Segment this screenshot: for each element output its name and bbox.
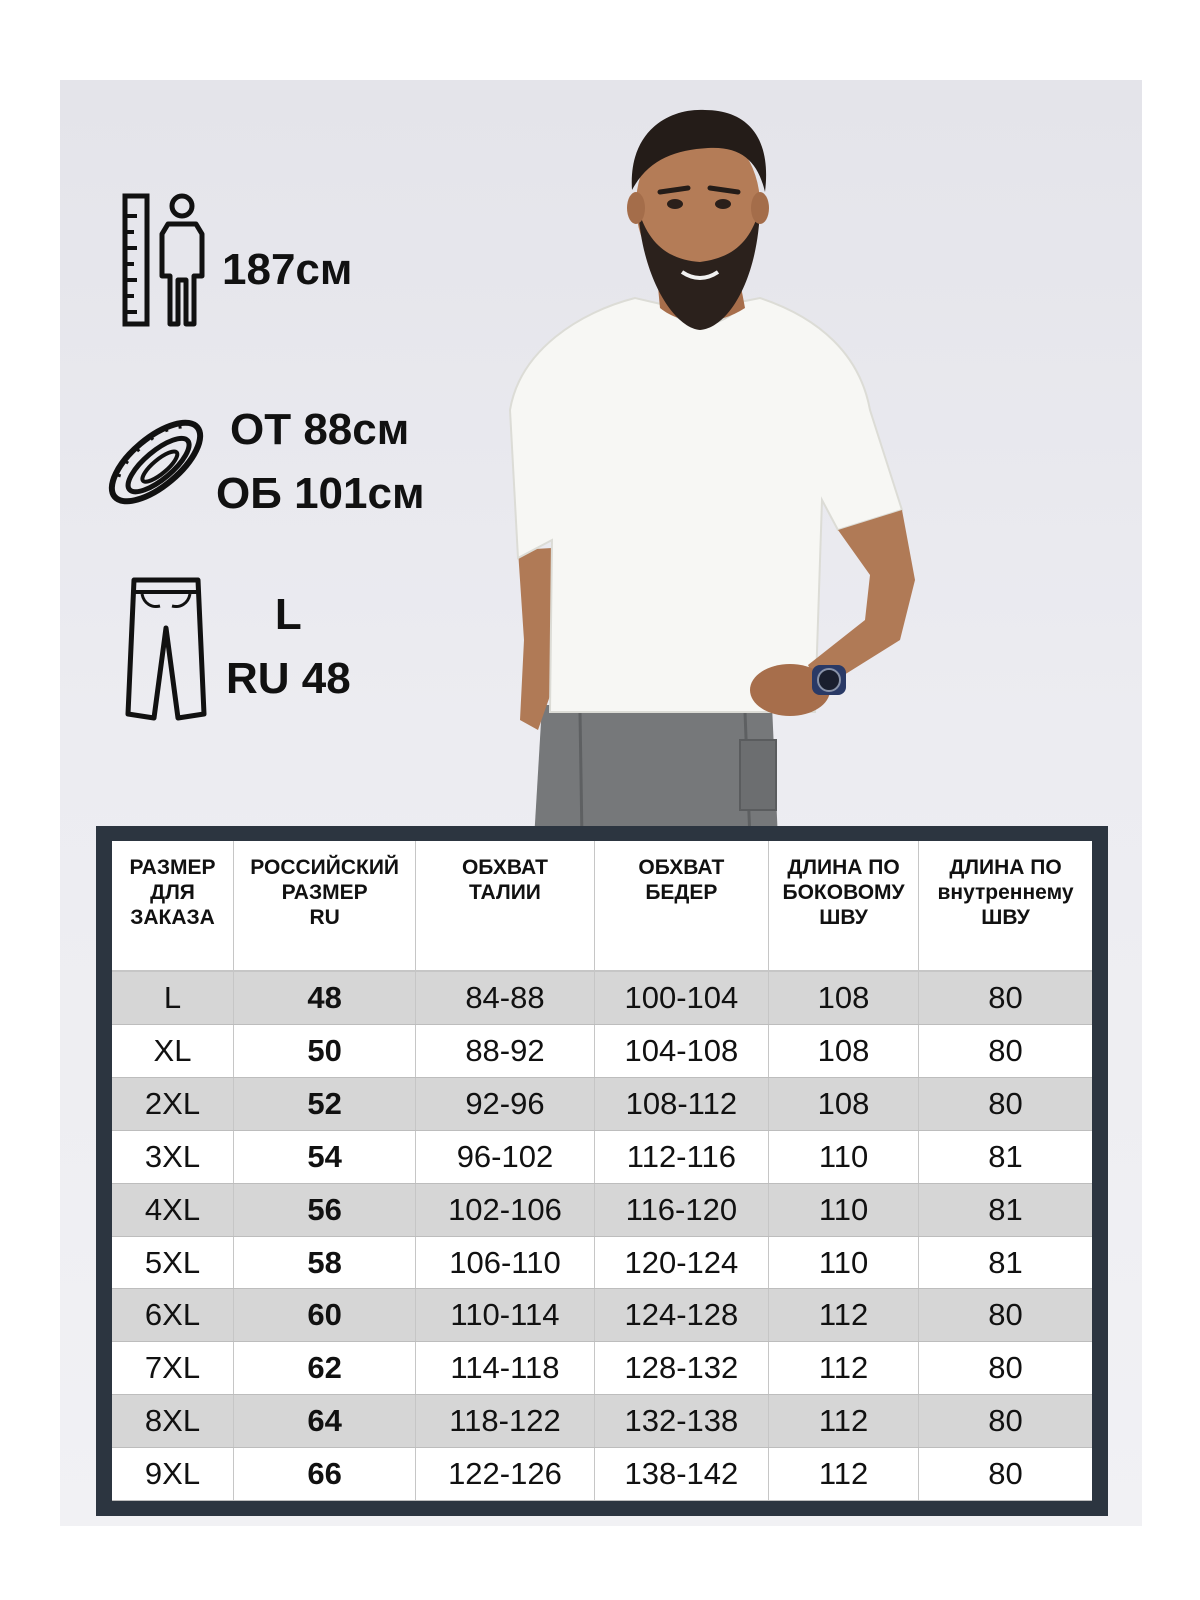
order-size-cell: 4XL	[112, 1183, 234, 1236]
size-table-body	[112, 971, 1092, 1501]
table-row	[112, 1289, 1092, 1342]
table-row	[112, 1130, 1092, 1183]
pants-icon	[120, 572, 212, 722]
model-height: 187см	[222, 245, 353, 295]
waist-cell: 110-114	[416, 1289, 594, 1342]
inseam-cell: 81	[919, 1130, 1092, 1183]
ru-size-cell: 50	[234, 1025, 416, 1078]
ru-size-cell: 60	[234, 1289, 416, 1342]
ru-size-cell: 58	[234, 1236, 416, 1289]
size-table	[112, 841, 1092, 1501]
outseam-cell: 108	[769, 971, 919, 1025]
hips-cell: 112-116	[594, 1130, 768, 1183]
outseam-cell: 110	[769, 1183, 919, 1236]
order-size-cell: 3XL	[112, 1130, 234, 1183]
ru-size-cell: 56	[234, 1183, 416, 1236]
size-spec	[120, 572, 351, 722]
waist-cell: 102-106	[416, 1183, 594, 1236]
outseam-cell: 112	[769, 1448, 919, 1501]
ru-size-cell: 64	[234, 1395, 416, 1448]
outseam-cell: 112	[769, 1289, 919, 1342]
waist-cell: 122-126	[416, 1448, 594, 1501]
height-ruler-person-icon	[120, 190, 210, 330]
inseam-cell: 81	[919, 1236, 1092, 1289]
waist-cell: 92-96	[416, 1077, 594, 1130]
measurement-spec	[98, 398, 425, 526]
hips-cell: 124-128	[594, 1289, 768, 1342]
header-hips: ОБХВАТ БЕДЕР	[594, 841, 768, 971]
measurement-lines	[216, 398, 425, 526]
hips-cell: 138-142	[594, 1448, 768, 1501]
order-size-cell: 6XL	[112, 1289, 234, 1342]
inseam-cell: 80	[919, 1448, 1092, 1501]
table-row	[112, 1448, 1092, 1501]
outseam-cell: 110	[769, 1236, 919, 1289]
ru-size-cell: 48	[234, 971, 416, 1025]
header-waist: ОБХВАТ ТАЛИИ	[416, 841, 594, 971]
waist-cell: 84-88	[416, 971, 594, 1025]
size-table-frame	[96, 826, 1108, 1516]
order-size-cell: XL	[112, 1025, 234, 1078]
order-size-cell: 9XL	[112, 1448, 234, 1501]
outseam-cell: 112	[769, 1342, 919, 1395]
measuring-tape-icon	[98, 404, 214, 520]
waist-cell: 106-110	[416, 1236, 594, 1289]
size-lines	[226, 583, 351, 711]
order-size-cell: 7XL	[112, 1342, 234, 1395]
model-size-letter: L	[274, 590, 302, 640]
inseam-cell: 81	[919, 1183, 1092, 1236]
hips-cell: 100-104	[594, 971, 768, 1025]
outseam-cell: 110	[769, 1130, 919, 1183]
inseam-cell: 80	[919, 1342, 1092, 1395]
order-size-cell: L	[112, 971, 234, 1025]
outseam-cell: 108	[769, 1077, 919, 1130]
table-row	[112, 1236, 1092, 1289]
model-figure	[460, 80, 1020, 840]
inseam-cell: 80	[919, 1077, 1092, 1130]
table-header-row	[112, 841, 1092, 971]
waist-measure: ОТ 88см	[230, 405, 410, 454]
outseam-cell: 112	[769, 1395, 919, 1448]
table-row	[112, 1342, 1092, 1395]
table-row	[112, 1395, 1092, 1448]
waist-cell: 96-102	[416, 1130, 594, 1183]
inseam-cell: 80	[919, 1395, 1092, 1448]
hips-cell: 132-138	[594, 1395, 768, 1448]
table-row	[112, 1183, 1092, 1236]
ru-size-cell: 62	[234, 1342, 416, 1395]
ru-size-cell: 66	[234, 1448, 416, 1501]
hips-cell: 108-112	[594, 1077, 768, 1130]
order-size-cell: 5XL	[112, 1236, 234, 1289]
order-size-cell: 8XL	[112, 1395, 234, 1448]
hip-measure: ОБ 101см	[216, 468, 425, 518]
waist-cell: 118-122	[416, 1395, 594, 1448]
model-size-ru: RU 48	[226, 654, 351, 703]
header-russian-size: РОССИЙСКИЙ РАЗМЕР RU	[234, 841, 416, 971]
header-outseam: ДЛИНА ПО БОКОВОМУ ШВУ	[769, 841, 919, 971]
hips-cell: 120-124	[594, 1236, 768, 1289]
hips-cell: 116-120	[594, 1183, 768, 1236]
table-row	[112, 971, 1092, 1025]
inseam-cell: 80	[919, 971, 1092, 1025]
header-order-size: РАЗМЕР ДЛЯ ЗАКАЗА	[112, 841, 234, 971]
hips-cell: 104-108	[594, 1025, 768, 1078]
hips-cell: 128-132	[594, 1342, 768, 1395]
table-row	[112, 1077, 1092, 1130]
ru-size-cell: 52	[234, 1077, 416, 1130]
ru-size-cell: 54	[234, 1130, 416, 1183]
height-spec	[120, 190, 352, 330]
inseam-cell: 80	[919, 1025, 1092, 1078]
waist-cell: 88-92	[416, 1025, 594, 1078]
header-inseam: ДЛИНА ПО внутреннему ШВУ	[919, 841, 1092, 971]
outseam-cell: 108	[769, 1025, 919, 1078]
order-size-cell: 2XL	[112, 1077, 234, 1130]
waist-cell: 114-118	[416, 1342, 594, 1395]
inseam-cell: 80	[919, 1289, 1092, 1342]
table-row	[112, 1025, 1092, 1078]
